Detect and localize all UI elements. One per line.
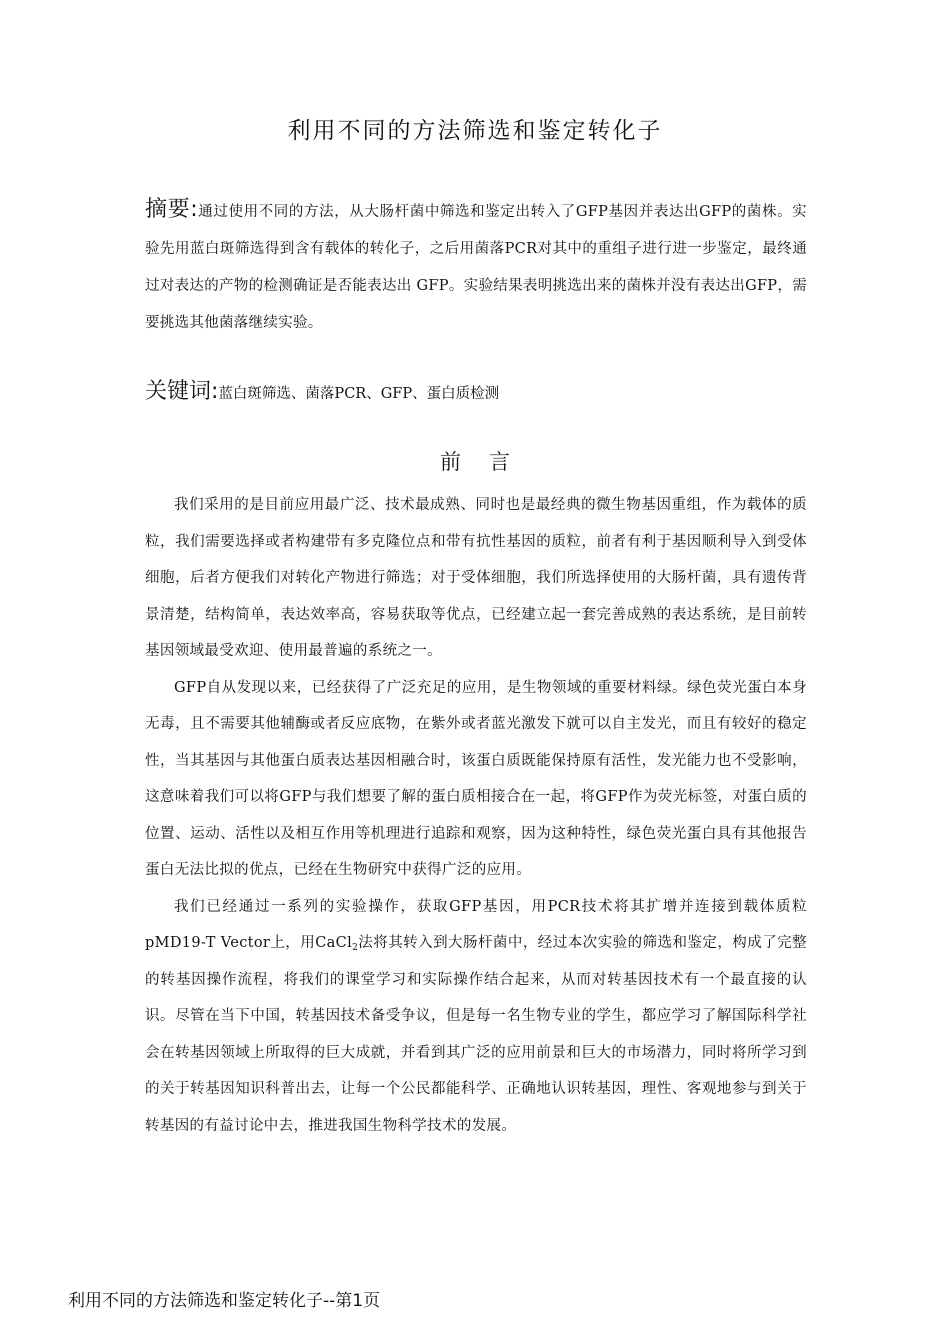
keywords-text: 蓝白斑筛选、菌落PCR、GFP、蛋白质检测: [218, 386, 500, 402]
abstract: [145, 191, 807, 342]
paragraph-3: [145, 889, 807, 1145]
paragraph-1: 我们采用的是目前应用最广泛、技术最成熟、同时也是最经典的微生物基因重组，作为载体的质粒，我们需要选择或者构建带有多克隆位点和带有抗性基因的质粒，前者有利于基因顺利导入到受体细胞，后者方便我们对转化产物进行筛选；对于受体细胞，我们所选择使用的大肠杆菌，具有遗传背景清楚，结构简单，表达效率高，容易获取等优点，已经建立起一套完善成熟的表达系统，是目前转基因领域最受欢迎、使用最普遍的系统之一。: [145, 497, 807, 659]
preface-heading: 前言: [440, 450, 538, 474]
keywords-label: 关键词: [145, 379, 212, 404]
keywords: [145, 374, 807, 405]
document-title: 利用不同的方法筛选和鉴定转化子: [287, 118, 663, 144]
preface-body: [145, 487, 807, 1144]
keywords-colon: :: [211, 379, 219, 404]
abstract-text: 通过使用不同的方法，从大肠杆菌中筛选和鉴定出转入了GFP基因并表达出GFP的菌株。实验先用蓝白斑筛选得到含有载体的转化子，之后用菌落PCR对其中的重组子进行进一步鉴定，最终通过对表达的产物的检测确证是否能表达出 GFP。实验结果表明挑选出来的菌株并没有表达出GFP，需要挑选其他菌落继续实验。: [145, 204, 807, 331]
page-footer: 利用不同的方法筛选和鉴定转化子--第1页: [68, 1291, 381, 1311]
paragraph-3-part-2: 法将其转入到大肠杆菌中，经过本次实验的筛选和鉴定，构成了完整的转基因操作流程，将我们的课堂学习和实际操作结合起来，从而对转基因技术有一个最直接的认识。尽管在当下中国，转基因技术备受争议，但是每一名生物专业的学生，都应学习了解国际科学社会在转基因领域上所取得的巨大成就，并看到其广泛的应用前景和巨大的市场潜力，同时将所学习到的关于转基因知识科普出去，让每一个公民都能科学、正确地认识转基因，理性、客观地参与到关于转基因的有益讨论中去，推进我国生物科学技术的发展。: [145, 935, 807, 1134]
abstract-label: 摘要: [145, 197, 191, 222]
abstract-colon: :: [190, 197, 198, 222]
paragraph-2: GFP自从发现以来，已经获得了广泛充足的应用，是生物领域的重要材料绿。绿色荧光蛋白本身无毒，且不需要其他辅酶或者反应底物，在紫外或者蓝光激发下就可以自主发光，而且有较好的稳定性，当其基因与其他蛋白质表达基因相融合时，该蛋白质既能保持原有活性，发光能力也不受影响，这意味着我们可以将GFP与我们想要了解的蛋白质相接合在一起，将GFP作为荧光标签，对蛋白质的位置、运动、活性以及相互作用等机理进行追踪和观察，因为这种特性，绿色荧光蛋白具有其他报告蛋白无法比拟的优点，已经在生物研究中获得广泛的应用。: [145, 679, 807, 878]
paragraph-3-part-1: 我们已经通过一系列的实验操作，获取GFP基因，用PCR技术将其扩增并连接到载体质粒pMD19-T Vector上，用CaCl: [145, 898, 807, 951]
subscript-2: 2: [352, 943, 359, 953]
